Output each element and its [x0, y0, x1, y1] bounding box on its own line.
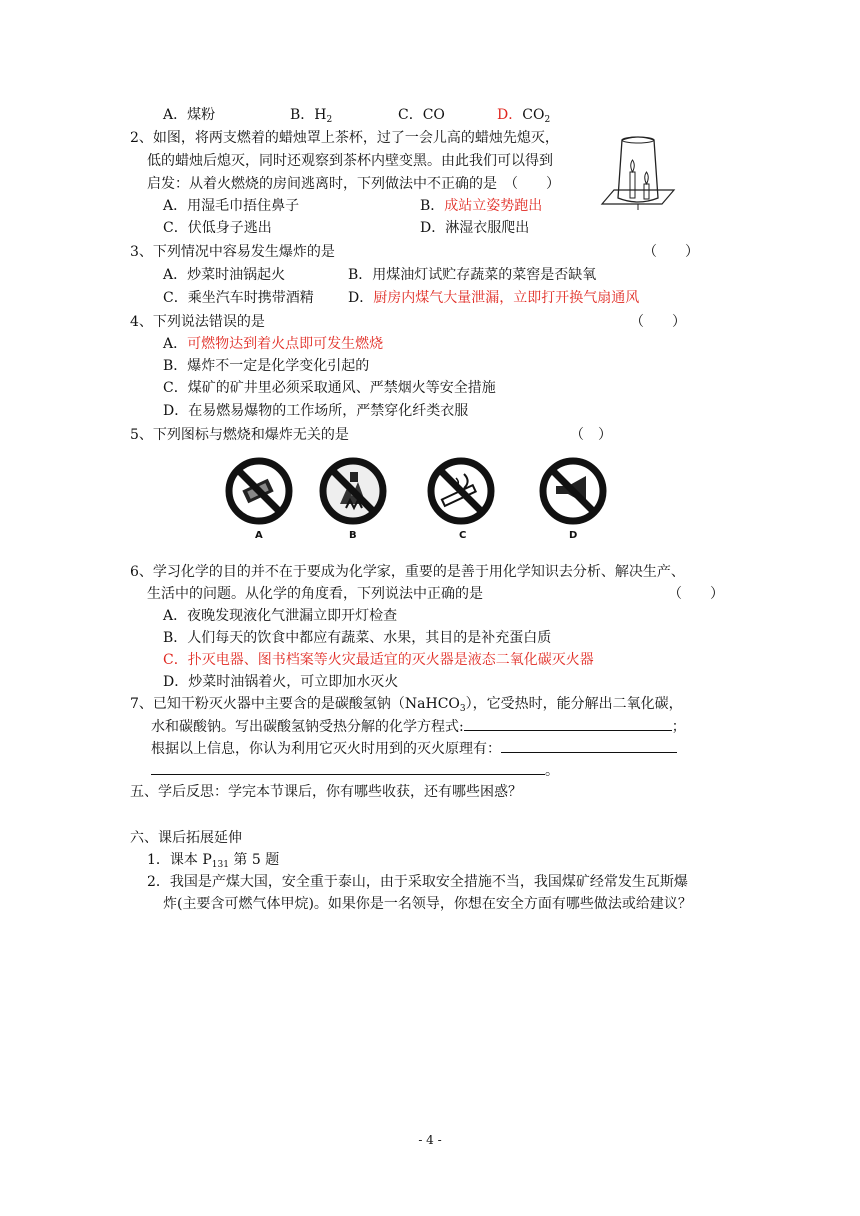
- sign-label-d: D: [569, 530, 578, 541]
- q4-option-d: D．在易燃易爆物的工作场所，严禁穿化纤类衣服: [163, 403, 469, 419]
- q6-option-c: C．扑灭电器、图书档案等火灾最适宜的灭火器是液态二氧化碳灭火器: [163, 652, 594, 668]
- no-horn-sign-icon: [538, 456, 608, 526]
- sign-label-c: C: [459, 530, 467, 541]
- sign-label-a: A: [255, 530, 263, 541]
- section-6-item-2-line1: 2．我国是产煤大国，安全重于泰山，由于采取安全措施不当，我国煤矿经常发生瓦斯爆: [147, 874, 688, 890]
- q3-option-a: A．炒菜时油锅起火: [163, 267, 286, 283]
- q6-stem-line1: 6、学习化学的目的并不在于要成为化学家，重要的是善于用化学知识去分析、解决生产、: [130, 564, 685, 580]
- equation-blank[interactable]: [464, 716, 672, 731]
- q7-line4: 。: [151, 760, 559, 781]
- no-matches-sign-icon: [224, 456, 294, 526]
- q6-stem-line2: 生活中的问题。从化学的角度看，下列说法中正确的是: [147, 586, 483, 602]
- q2-option-b: B．成站立姿势跑出: [420, 198, 543, 214]
- principle-blank-1[interactable]: [501, 738, 677, 753]
- section-5-reflection: 五、学后反思：学完本节课后，你有哪些收获，还有哪些困惑？: [130, 784, 522, 800]
- q3-stem: 3、下列情况中容易发生爆炸的是: [130, 244, 335, 260]
- q7-line1: 7、已知干粉灭火器中主要含的是碳酸氢钠（NaHCO$_3$），它受热时，能分解出二氧化碳，: [130, 696, 683, 714]
- q3-answer-paren: （ ）: [643, 244, 699, 260]
- q6-option-b: B．人们每天的饮食中都应有蔬菜、水果，其目的是补充蛋白质: [163, 630, 552, 646]
- q5-answer-paren: （ ）: [570, 427, 612, 443]
- principle-blank-2[interactable]: [151, 760, 545, 775]
- page-number: - 4 -: [418, 1133, 442, 1147]
- section-6-item-1: 1．课本 $P_{131}$ 第 5 题: [147, 852, 280, 870]
- no-fire-sign-icon: [318, 456, 388, 526]
- no-smoking-sign-icon: [426, 456, 496, 526]
- q6-option-a: A．夜晚发现液化气泄漏立即开灯检查: [163, 608, 398, 624]
- q4-option-a: A．可燃物达到着火点即可发生燃烧: [163, 336, 384, 352]
- q4-stem: 4、下列说法错误的是: [130, 314, 265, 330]
- q5-stem: 5、下列图标与燃烧和爆炸无关的是: [130, 427, 349, 443]
- q2-option-d: D．淋湿衣服爬出: [420, 220, 530, 236]
- section-6-item-2-line2: 炸(主要含可燃气体甲烷)。如果你是一名领导，你想在安全方面有哪些做法或给建议？: [163, 896, 692, 912]
- q7-line3: 根据以上信息，你认为利用它灭火时用到的灭火原理有：: [151, 738, 677, 759]
- q2-option-a: A．用湿毛巾捂住鼻子: [163, 198, 300, 214]
- section-6-title: 六、课后拓展延伸: [130, 830, 242, 846]
- q2-stem-line2: 低的蜡烛后熄灭，同时还观察到茶杯内壁变黑。由此我们可以得到: [147, 153, 553, 169]
- q2-option-c: C．伏低身子逃出: [163, 220, 272, 236]
- q3-option-d: D．厨房内煤气大量泄漏，立即打开换气扇通风: [348, 290, 640, 306]
- q2-stem-line3: 启发：从着火燃烧的房间逃离时，下列做法中不正确的是 （ ）: [147, 176, 560, 192]
- q7-line2: 水和碳酸钠。写出碳酸氢钠受热分解的化学方程式: ；: [151, 716, 686, 737]
- candle-cup-figure: [598, 132, 678, 216]
- q1-option-d: D．$CO_2$: [497, 107, 551, 125]
- sign-label-b: B: [349, 530, 357, 541]
- q3-option-b: B．用煤油灯试贮存蔬菜的菜窖是否缺氧: [348, 267, 597, 283]
- q4-option-b: B．爆炸不一定是化学变化引起的: [163, 358, 370, 374]
- q4-option-c: C．煤矿的矿井里必须采取通风、严禁烟火等安全措施: [163, 380, 496, 396]
- q3-option-c: C．乘坐汽车时携带酒精: [163, 290, 314, 306]
- q1-option-c: C．CO: [398, 107, 445, 123]
- q4-answer-paren: （ ）: [630, 314, 686, 330]
- q1-option-a: A．煤粉: [163, 107, 216, 123]
- q6-option-d: D．炒菜时油锅着火，可立即加水灭火: [163, 674, 399, 690]
- q2-stem-line1: 2、如图，将两支燃着的蜡烛罩上茶杯，过了一会儿高的蜡烛先熄灭，: [130, 130, 559, 146]
- q6-answer-paren: （ ）: [668, 586, 724, 602]
- q1-option-b: B．$H_2$: [290, 107, 333, 125]
